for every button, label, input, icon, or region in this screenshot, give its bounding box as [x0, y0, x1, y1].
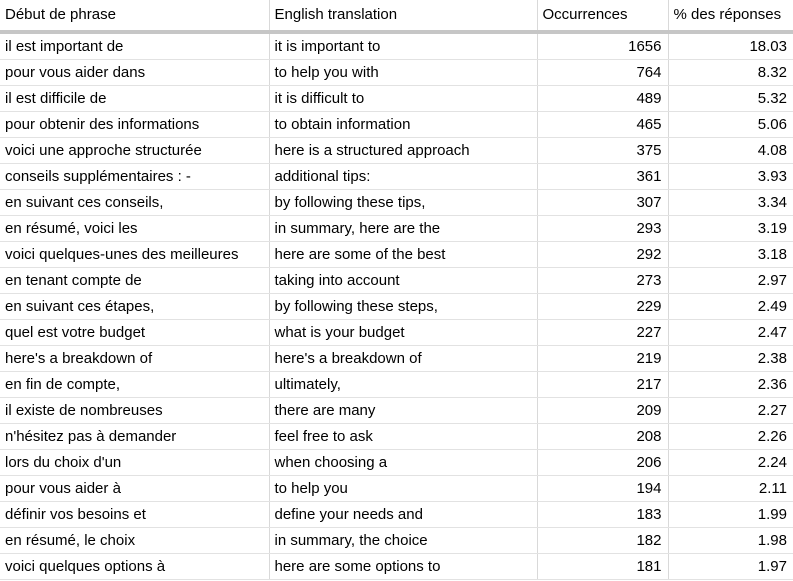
table-row [0, 346, 793, 372]
cell-phrase-start[interactable]: pour vous aider dans [0, 60, 269, 86]
cell-occurrences[interactable]: 375 [537, 138, 668, 164]
cell-occurrences[interactable]: 489 [537, 86, 668, 112]
table-row [0, 164, 793, 190]
cell-phrase-start[interactable]: conseils supplémentaires : - [0, 164, 269, 190]
cell-occurrences[interactable]: 182 [537, 528, 668, 554]
cell-response-percent[interactable]: 2.97 [668, 268, 793, 294]
cell-occurrences[interactable]: 292 [537, 242, 668, 268]
cell-phrase-start[interactable]: pour obtenir des informations [0, 112, 269, 138]
cell-occurrences[interactable]: 208 [537, 424, 668, 450]
cell-response-percent[interactable]: 1.98 [668, 528, 793, 554]
cell-response-percent[interactable]: 2.11 [668, 476, 793, 502]
cell-english-translation[interactable]: to obtain information [269, 112, 537, 138]
cell-occurrences[interactable]: 206 [537, 450, 668, 476]
cell-phrase-start[interactable]: n'hésitez pas à demander [0, 424, 269, 450]
cell-english-translation[interactable]: there are many [269, 398, 537, 424]
cell-occurrences[interactable]: 273 [537, 268, 668, 294]
cell-english-translation[interactable]: feel free to ask [269, 424, 537, 450]
cell-phrase-start[interactable]: il est difficile de [0, 86, 269, 112]
cell-occurrences[interactable]: 183 [537, 502, 668, 528]
cell-phrase-start[interactable]: voici quelques-unes des meilleures [0, 242, 269, 268]
table-row [0, 268, 793, 294]
cell-english-translation[interactable]: here are some of the best [269, 242, 537, 268]
cell-response-percent[interactable]: 2.26 [668, 424, 793, 450]
cell-occurrences[interactable]: 229 [537, 294, 668, 320]
header-cell-response-percent[interactable]: % des réponses [668, 0, 793, 32]
table-row [0, 320, 793, 346]
cell-phrase-start[interactable]: définir vos besoins et [0, 502, 269, 528]
cell-phrase-start[interactable]: voici une approche structurée [0, 138, 269, 164]
cell-english-translation[interactable]: by following these steps, [269, 294, 537, 320]
cell-occurrences[interactable]: 194 [537, 476, 668, 502]
cell-phrase-start[interactable]: il existe de nombreuses [0, 398, 269, 424]
table-row [0, 554, 793, 580]
cell-phrase-start[interactable]: en tenant compte de [0, 268, 269, 294]
cell-english-translation[interactable]: it is difficult to [269, 86, 537, 112]
cell-response-percent[interactable]: 2.38 [668, 346, 793, 372]
table-row [0, 242, 793, 268]
table-body [0, 32, 793, 580]
table-row [0, 424, 793, 450]
cell-response-percent[interactable]: 3.34 [668, 190, 793, 216]
cell-phrase-start[interactable]: en résumé, le choix [0, 528, 269, 554]
cell-response-percent[interactable]: 3.19 [668, 216, 793, 242]
cell-phrase-start[interactable]: voici quelques options à [0, 554, 269, 580]
table-row [0, 32, 793, 60]
cell-english-translation[interactable]: here are some options to [269, 554, 537, 580]
header-cell-english-translation[interactable]: English translation [269, 0, 537, 32]
table-row [0, 528, 793, 554]
cell-phrase-start[interactable]: il est important de [0, 32, 269, 60]
cell-occurrences[interactable]: 181 [537, 554, 668, 580]
cell-english-translation[interactable]: here's a breakdown of [269, 346, 537, 372]
cell-response-percent[interactable]: 3.18 [668, 242, 793, 268]
cell-english-translation[interactable]: here is a structured approach [269, 138, 537, 164]
cell-occurrences[interactable]: 1656 [537, 32, 668, 60]
cell-phrase-start[interactable]: here's a breakdown of [0, 346, 269, 372]
cell-english-translation[interactable]: when choosing a [269, 450, 537, 476]
cell-english-translation[interactable]: define your needs and [269, 502, 537, 528]
cell-phrase-start[interactable]: en suivant ces étapes, [0, 294, 269, 320]
cell-english-translation[interactable]: ultimately, [269, 372, 537, 398]
cell-phrase-start[interactable]: en fin de compte, [0, 372, 269, 398]
cell-response-percent[interactable]: 1.99 [668, 502, 793, 528]
table-row [0, 398, 793, 424]
cell-english-translation[interactable]: in summary, here are the [269, 216, 537, 242]
table-row [0, 138, 793, 164]
cell-occurrences[interactable]: 209 [537, 398, 668, 424]
table-row [0, 60, 793, 86]
table-row [0, 450, 793, 476]
cell-occurrences[interactable]: 217 [537, 372, 668, 398]
cell-response-percent[interactable]: 2.36 [668, 372, 793, 398]
cell-english-translation[interactable]: in summary, the choice [269, 528, 537, 554]
table-row [0, 294, 793, 320]
cell-occurrences[interactable]: 764 [537, 60, 668, 86]
cell-response-percent[interactable]: 3.93 [668, 164, 793, 190]
cell-phrase-start[interactable]: pour vous aider à [0, 476, 269, 502]
table-row [0, 372, 793, 398]
cell-occurrences[interactable]: 227 [537, 320, 668, 346]
cell-occurrences[interactable]: 293 [537, 216, 668, 242]
table-row [0, 476, 793, 502]
table-row [0, 216, 793, 242]
cell-response-percent[interactable]: 5.06 [668, 112, 793, 138]
cell-response-percent[interactable]: 2.47 [668, 320, 793, 346]
cell-english-translation[interactable]: additional tips: [269, 164, 537, 190]
cell-phrase-start[interactable]: en résumé, voici les [0, 216, 269, 242]
cell-response-percent[interactable]: 18.03 [668, 32, 793, 60]
cell-occurrences[interactable]: 361 [537, 164, 668, 190]
cell-phrase-start[interactable]: lors du choix d'un [0, 450, 269, 476]
cell-phrase-start[interactable]: en suivant ces conseils, [0, 190, 269, 216]
table-row [0, 190, 793, 216]
cell-occurrences[interactable]: 307 [537, 190, 668, 216]
cell-response-percent[interactable]: 8.32 [668, 60, 793, 86]
cell-english-translation[interactable]: by following these tips, [269, 190, 537, 216]
cell-occurrences[interactable]: 465 [537, 112, 668, 138]
cell-response-percent[interactable]: 1.97 [668, 554, 793, 580]
header-row [0, 0, 793, 32]
cell-response-percent[interactable]: 2.49 [668, 294, 793, 320]
cell-response-percent[interactable]: 5.32 [668, 86, 793, 112]
table-row [0, 86, 793, 112]
header-cell-phrase-start[interactable]: Début de phrase [0, 0, 269, 32]
table-row [0, 112, 793, 138]
cell-english-translation[interactable]: what is your budget [269, 320, 537, 346]
cell-occurrences[interactable]: 219 [537, 346, 668, 372]
cell-response-percent[interactable]: 2.27 [668, 398, 793, 424]
cell-english-translation[interactable]: taking into account [269, 268, 537, 294]
cell-phrase-start[interactable]: quel est votre budget [0, 320, 269, 346]
cell-english-translation[interactable]: to help you [269, 476, 537, 502]
header-cell-occurrences[interactable]: Occurrences [537, 0, 668, 32]
cell-english-translation[interactable]: it is important to [269, 32, 537, 60]
cell-response-percent[interactable]: 2.24 [668, 450, 793, 476]
table-row [0, 502, 793, 528]
cell-response-percent[interactable]: 4.08 [668, 138, 793, 164]
cell-english-translation[interactable]: to help you with [269, 60, 537, 86]
